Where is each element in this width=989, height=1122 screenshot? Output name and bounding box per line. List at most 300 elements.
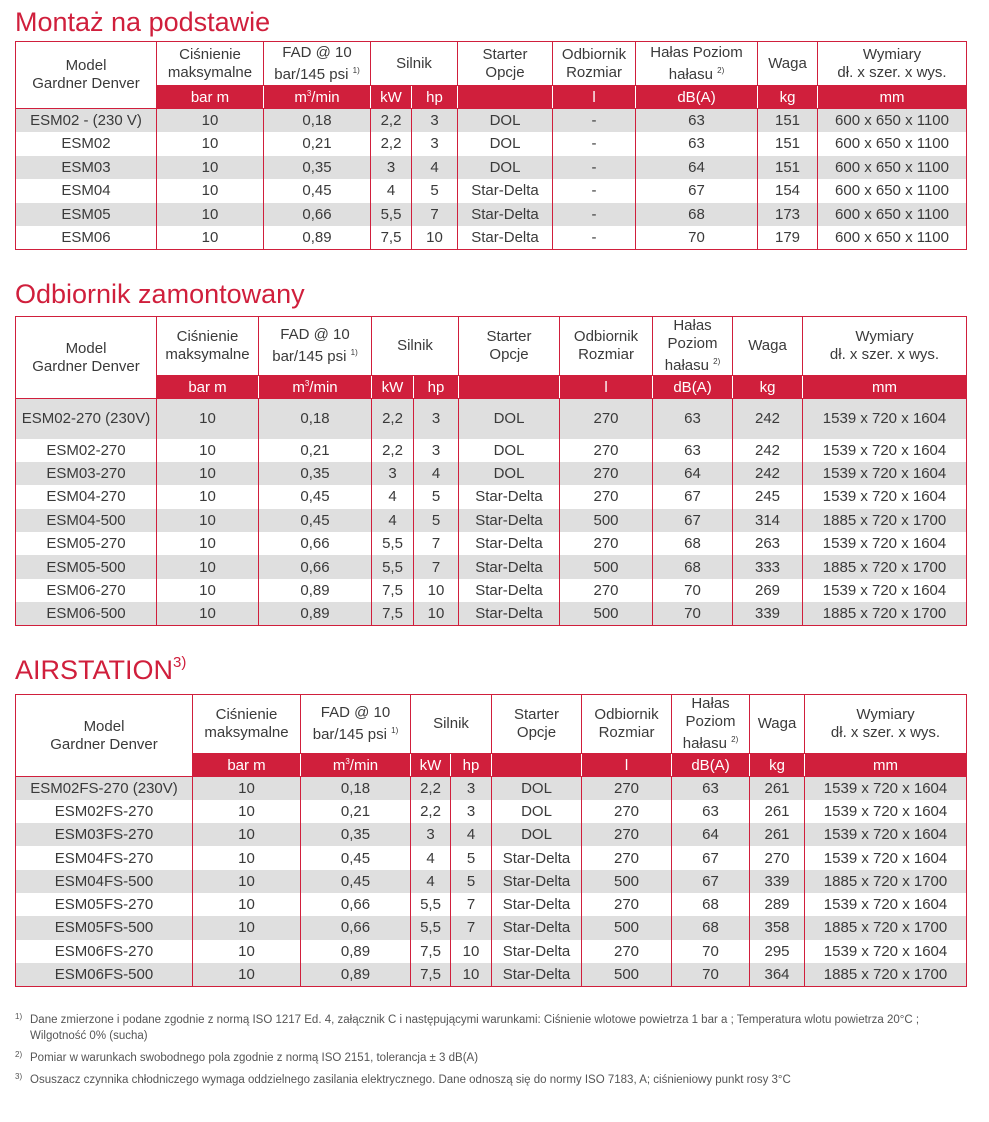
cell-dimensions: 1539 x 720 x 1604 <box>803 399 967 439</box>
cell-noise: 63 <box>653 439 733 462</box>
cell-noise: 64 <box>653 462 733 485</box>
unit-receiver: l <box>560 376 653 399</box>
table-row <box>16 462 967 485</box>
cell-noise: 70 <box>672 940 750 963</box>
cell-fad: 0,21 <box>301 800 411 823</box>
cell-starter: DOL <box>492 823 582 846</box>
cell-starter: DOL <box>492 777 582 800</box>
table-row <box>16 963 967 986</box>
cell-noise: 67 <box>653 509 733 532</box>
cell-model: ESM03-270 <box>16 462 157 485</box>
unit-weight: kg <box>750 754 805 777</box>
cell-power-kw: 5,5 <box>371 203 412 227</box>
cell-model: ESM02FS-270 (230V) <box>16 777 193 800</box>
cell-pressure: 10 <box>157 555 259 578</box>
cell-power-kw: 4 <box>411 846 451 869</box>
cell-receiver: 270 <box>560 462 653 485</box>
cell-dimensions: 1885 x 720 x 1700 <box>805 963 967 986</box>
table-row <box>16 916 967 939</box>
cell-pressure: 10 <box>157 532 259 555</box>
cell-model: ESM03 <box>16 156 157 180</box>
cell-power-kw: 2,2 <box>371 132 412 156</box>
cell-weight: 242 <box>733 399 803 439</box>
unit-dimensions: mm <box>803 376 967 399</box>
cell-starter: DOL <box>459 399 560 439</box>
cell-fad: 0,35 <box>259 462 372 485</box>
table-row <box>16 777 967 800</box>
cell-starter: Star-Delta <box>492 916 582 939</box>
cell-power-kw: 3 <box>371 156 412 180</box>
cell-power-hp: 3 <box>412 109 458 133</box>
cell-noise: 64 <box>672 823 750 846</box>
cell-weight: 151 <box>758 132 818 156</box>
unit-dimensions: mm <box>818 86 967 109</box>
unit-noise: dB(A) <box>672 754 750 777</box>
unit-fad: $m^3/\min$ <box>264 86 371 109</box>
cell-dimensions: 1885 x 720 x 1700 <box>803 555 967 578</box>
cell-pressure: 10 <box>157 132 264 156</box>
cell-noise: 68 <box>653 555 733 578</box>
cell-power-hp: 3 <box>451 777 492 800</box>
unit-bar: bar m <box>157 376 259 399</box>
cell-power-kw: 2,2 <box>372 399 414 439</box>
cell-fad: 0,89 <box>259 602 372 625</box>
cell-weight: 245 <box>733 485 803 508</box>
cell-power-kw: 7,5 <box>411 963 451 986</box>
cell-receiver: - <box>553 179 636 203</box>
table-row <box>16 602 967 625</box>
cell-noise: 70 <box>636 226 758 250</box>
cell-fad: 0,89 <box>264 226 371 250</box>
footnote-1: 1) Dane zmierzone i podane zgodnie z normą ISO 1217 Ed. 4, załącznik C i następującymi warunkami: Ciśnienie wlotowe powietrza 1 bar a ; Temperatura wlotu powietrza 20°C ; Wilgotność 0% (sucha) <box>15 1012 920 1042</box>
unit-noise: dB(A) <box>636 86 758 109</box>
cell-starter: Star-Delta <box>492 893 582 916</box>
cell-pressure: 10 <box>157 226 264 250</box>
cell-model: ESM02 - (230 V) <box>16 109 157 133</box>
column-header-dimensions: Wymiary dł. x szer. x wys. <box>803 317 967 376</box>
cell-model: ESM02-270 (230V) <box>16 399 157 439</box>
table-row <box>16 509 967 532</box>
cell-model: ESM06 <box>16 226 157 250</box>
cell-power-kw: 5,5 <box>372 532 414 555</box>
table-body <box>16 777 967 987</box>
cell-model: ESM04FS-500 <box>16 870 193 893</box>
cell-receiver: - <box>553 132 636 156</box>
cell-model: ESM02-270 <box>16 439 157 462</box>
unit-receiver: l <box>553 86 636 109</box>
cell-weight: 242 <box>733 439 803 462</box>
cell-receiver: 270 <box>582 940 672 963</box>
table-row <box>16 823 967 846</box>
cell-noise: 64 <box>636 156 758 180</box>
table-row <box>16 870 967 893</box>
column-header-starter: Starter Opcje <box>492 695 582 754</box>
cell-power-hp: 7 <box>451 893 492 916</box>
cell-receiver: - <box>553 156 636 180</box>
cell-receiver: 500 <box>582 916 672 939</box>
table-row <box>16 532 967 555</box>
cell-pressure: 10 <box>193 870 301 893</box>
cell-starter: DOL <box>458 156 553 180</box>
cell-weight: 289 <box>750 893 805 916</box>
cell-starter: Star-Delta <box>459 485 560 508</box>
cell-dimensions: 1539 x 720 x 1604 <box>805 846 967 869</box>
cell-starter: Star-Delta <box>459 509 560 532</box>
cell-weight: 269 <box>733 579 803 602</box>
unit-receiver: l <box>582 754 672 777</box>
cell-noise: 70 <box>653 579 733 602</box>
cell-dimensions: 1539 x 720 x 1604 <box>803 439 967 462</box>
unit-kw: kW <box>371 86 412 109</box>
table-row <box>16 179 967 203</box>
cell-receiver: 500 <box>560 509 653 532</box>
cell-receiver: 500 <box>560 602 653 625</box>
cell-power-kw: 2,2 <box>411 800 451 823</box>
cell-receiver: - <box>553 109 636 133</box>
cell-pressure: 10 <box>193 846 301 869</box>
cell-receiver: 270 <box>582 846 672 869</box>
column-header-starter: Starter Opcje <box>459 317 560 376</box>
cell-power-hp: 4 <box>414 462 459 485</box>
cell-dimensions: 1539 x 720 x 1604 <box>803 579 967 602</box>
cell-receiver: 270 <box>560 399 653 439</box>
cell-model: ESM06-500 <box>16 602 157 625</box>
table-row <box>16 109 967 133</box>
cell-noise: 68 <box>653 532 733 555</box>
table-row <box>16 940 967 963</box>
cell-dimensions: 1539 x 720 x 1604 <box>805 940 967 963</box>
cell-power-kw: 4 <box>372 485 414 508</box>
cell-starter: DOL <box>458 109 553 133</box>
cell-fad: 0,66 <box>301 916 411 939</box>
cell-fad: 0,89 <box>301 940 411 963</box>
cell-pressure: 10 <box>157 509 259 532</box>
cell-power-kw: 5,5 <box>372 555 414 578</box>
cell-noise: 68 <box>672 916 750 939</box>
unit-starter <box>458 86 553 109</box>
unit-row <box>16 376 967 399</box>
cell-fad: 0,18 <box>301 777 411 800</box>
cell-power-hp: 3 <box>414 439 459 462</box>
cell-model: ESM05-500 <box>16 555 157 578</box>
cell-noise: 63 <box>672 800 750 823</box>
column-header-fad: FAD @ 10 bar/145 psi $^{1)}$ <box>301 695 411 754</box>
footnote-2: 2) Pomiar w warunkach swobodnego pola zgodnie z normą ISO 2151, tolerancja ± 3 dB(A) <box>15 1050 479 1064</box>
cell-fad: 0,45 <box>259 485 372 508</box>
cell-receiver: 500 <box>582 870 672 893</box>
cell-starter: DOL <box>492 800 582 823</box>
cell-noise: 63 <box>636 109 758 133</box>
table-row <box>16 156 967 180</box>
cell-fad: 0,66 <box>301 893 411 916</box>
cell-power-hp: 5 <box>414 509 459 532</box>
cell-power-hp: 7 <box>412 203 458 227</box>
unit-dimensions: mm <box>805 754 967 777</box>
cell-starter: Star-Delta <box>492 940 582 963</box>
cell-dimensions: 1539 x 720 x 1604 <box>803 485 967 508</box>
cell-noise: 68 <box>636 203 758 227</box>
unit-bar: bar m <box>157 86 264 109</box>
cell-starter: DOL <box>459 462 560 485</box>
cell-starter: DOL <box>458 132 553 156</box>
column-header-pressure: Ciśnienie maksymalne <box>157 317 259 376</box>
cell-receiver: 500 <box>560 555 653 578</box>
cell-model: ESM05FS-270 <box>16 893 193 916</box>
cell-power-hp: 3 <box>414 399 459 439</box>
cell-starter: Star-Delta <box>459 532 560 555</box>
cell-fad: 0,66 <box>259 532 372 555</box>
cell-receiver: 270 <box>582 823 672 846</box>
cell-starter: Star-Delta <box>492 870 582 893</box>
cell-pressure: 10 <box>157 203 264 227</box>
cell-model: ESM04-500 <box>16 509 157 532</box>
table-row <box>16 846 967 869</box>
table-body <box>16 399 967 626</box>
cell-pressure: 10 <box>193 893 301 916</box>
cell-fad: 0,89 <box>301 963 411 986</box>
cell-dimensions: 1539 x 720 x 1604 <box>803 532 967 555</box>
cell-dimensions: 600 x 650 x 1100 <box>818 132 967 156</box>
cell-pressure: 10 <box>157 462 259 485</box>
cell-power-kw: 2,2 <box>371 109 412 133</box>
cell-pressure: 10 <box>157 602 259 625</box>
cell-receiver: 270 <box>582 777 672 800</box>
cell-weight: 154 <box>758 179 818 203</box>
cell-model: ESM02 <box>16 132 157 156</box>
section-title-airstation: AIRSTATION$^{3)}$ <box>15 654 187 685</box>
table-row <box>16 203 967 227</box>
cell-dimensions: 600 x 650 x 1100 <box>818 226 967 250</box>
cell-power-hp: 10 <box>451 963 492 986</box>
cell-fad: 0,66 <box>259 555 372 578</box>
cell-weight: 314 <box>733 509 803 532</box>
cell-noise: 70 <box>672 963 750 986</box>
spec-table-receiver-mounted <box>15 316 967 626</box>
cell-pressure: 10 <box>193 777 301 800</box>
cell-model: ESM05-270 <box>16 532 157 555</box>
cell-weight: 173 <box>758 203 818 227</box>
cell-power-kw: 7,5 <box>371 226 412 250</box>
cell-power-hp: 10 <box>412 226 458 250</box>
cell-power-kw: 7,5 <box>372 579 414 602</box>
column-header-dimensions: Wymiary dł. x szer. x wys. <box>805 695 967 754</box>
cell-pressure: 10 <box>193 916 301 939</box>
cell-receiver: 270 <box>560 439 653 462</box>
cell-fad: 0,66 <box>264 203 371 227</box>
cell-weight: 179 <box>758 226 818 250</box>
column-header-model: Model Gardner Denver <box>16 317 157 399</box>
unit-starter <box>459 376 560 399</box>
cell-fad: 0,35 <box>301 823 411 846</box>
cell-receiver: 270 <box>560 485 653 508</box>
column-header-fad: FAD @ 10 bar/145 psi $^{1)}$ <box>264 42 371 86</box>
table-body <box>16 109 967 250</box>
cell-starter: Star-Delta <box>459 579 560 602</box>
cell-dimensions: 1885 x 720 x 1700 <box>803 602 967 625</box>
table-row <box>16 800 967 823</box>
cell-receiver: 270 <box>582 893 672 916</box>
cell-receiver: - <box>553 203 636 227</box>
cell-noise: 63 <box>636 132 758 156</box>
cell-model: ESM02FS-270 <box>16 800 193 823</box>
section-title-base-mounted: Montaż na podstawie <box>15 7 271 37</box>
table-row <box>16 226 967 250</box>
cell-power-hp: 10 <box>414 602 459 625</box>
unit-weight: kg <box>733 376 803 399</box>
column-header-noise: Hałas Poziom hałasu $^{2)}$ <box>653 317 733 376</box>
cell-dimensions: 1539 x 720 x 1604 <box>805 800 967 823</box>
cell-pressure: 10 <box>157 109 264 133</box>
cell-weight: 151 <box>758 109 818 133</box>
cell-weight: 364 <box>750 963 805 986</box>
table-row <box>16 132 967 156</box>
cell-noise: 67 <box>653 485 733 508</box>
cell-fad: 0,45 <box>301 870 411 893</box>
cell-fad: 0,89 <box>259 579 372 602</box>
unit-fad: $m^3/\min$ <box>301 754 411 777</box>
table-row <box>16 399 967 439</box>
cell-pressure: 10 <box>157 156 264 180</box>
cell-dimensions: 1539 x 720 x 1604 <box>805 823 967 846</box>
cell-pressure: 10 <box>157 179 264 203</box>
cell-power-hp: 5 <box>451 846 492 869</box>
cell-model: ESM06FS-500 <box>16 963 193 986</box>
unit-kw: kW <box>372 376 414 399</box>
cell-noise: 63 <box>672 777 750 800</box>
spec-table-base-mounted <box>15 41 967 250</box>
cell-noise: 67 <box>636 179 758 203</box>
cell-model: ESM03FS-270 <box>16 823 193 846</box>
cell-pressure: 10 <box>157 399 259 439</box>
cell-pressure: 10 <box>193 823 301 846</box>
column-header-weight: Waga <box>750 695 805 754</box>
cell-weight: 261 <box>750 823 805 846</box>
cell-pressure: 10 <box>157 579 259 602</box>
spec-table-airstation <box>15 694 967 987</box>
unit-row <box>16 86 967 109</box>
table-row <box>16 485 967 508</box>
column-header-receiver: Odbiornik Rozmiar <box>553 42 636 86</box>
cell-power-hp: 4 <box>451 823 492 846</box>
cell-power-hp: 3 <box>412 132 458 156</box>
cell-power-kw: 2,2 <box>372 439 414 462</box>
cell-power-hp: 5 <box>414 485 459 508</box>
cell-weight: 339 <box>733 602 803 625</box>
cell-receiver: 500 <box>582 963 672 986</box>
table-row <box>16 555 967 578</box>
cell-starter: DOL <box>459 439 560 462</box>
cell-power-hp: 4 <box>412 156 458 180</box>
column-header-dimensions: Wymiary dł. x szer. x wys. <box>818 42 967 86</box>
cell-power-kw: 7,5 <box>411 940 451 963</box>
cell-fad: 0,21 <box>264 132 371 156</box>
table-row <box>16 579 967 602</box>
cell-fad: 0,18 <box>259 399 372 439</box>
cell-fad: 0,45 <box>301 846 411 869</box>
cell-model: ESM05FS-500 <box>16 916 193 939</box>
cell-weight: 261 <box>750 777 805 800</box>
cell-starter: Star-Delta <box>492 846 582 869</box>
table-row <box>16 439 967 462</box>
cell-pressure: 10 <box>193 963 301 986</box>
cell-model: ESM04 <box>16 179 157 203</box>
cell-dimensions: 1539 x 720 x 1604 <box>803 462 967 485</box>
cell-power-hp: 5 <box>451 870 492 893</box>
cell-dimensions: 1539 x 720 x 1604 <box>805 893 967 916</box>
cell-power-hp: 7 <box>451 916 492 939</box>
cell-fad: 0,18 <box>264 109 371 133</box>
cell-weight: 151 <box>758 156 818 180</box>
column-header-model: Model Gardner Denver <box>16 42 157 109</box>
cell-power-kw: 4 <box>372 509 414 532</box>
cell-starter: Star-Delta <box>492 963 582 986</box>
table-row <box>16 893 967 916</box>
cell-dimensions: 600 x 650 x 1100 <box>818 203 967 227</box>
column-header-receiver: Odbiornik Rozmiar <box>560 317 653 376</box>
cell-power-hp: 7 <box>414 555 459 578</box>
cell-dimensions: 1885 x 720 x 1700 <box>805 916 967 939</box>
cell-receiver: 270 <box>560 532 653 555</box>
unit-bar: bar m <box>193 754 301 777</box>
cell-fad: 0,21 <box>259 439 372 462</box>
cell-pressure: 10 <box>157 485 259 508</box>
cell-fad: 0,35 <box>264 156 371 180</box>
cell-starter: Star-Delta <box>459 555 560 578</box>
cell-power-kw: 5,5 <box>411 916 451 939</box>
footnotes <box>15 1012 960 1094</box>
column-header-pressure: Ciśnienie maksymalne <box>193 695 301 754</box>
cell-dimensions: 1539 x 720 x 1604 <box>805 777 967 800</box>
cell-pressure: 10 <box>193 800 301 823</box>
column-header-starter: Starter Opcje <box>458 42 553 86</box>
cell-receiver: 270 <box>560 579 653 602</box>
column-header-fad: FAD @ 10 bar/145 psi $^{1)}$ <box>259 317 372 376</box>
cell-dimensions: 600 x 650 x 1100 <box>818 109 967 133</box>
column-header-model: Model Gardner Denver <box>16 695 193 777</box>
column-header-motor: Silnik <box>411 695 492 754</box>
unit-hp: hp <box>412 86 458 109</box>
unit-noise: dB(A) <box>653 376 733 399</box>
unit-starter <box>492 754 582 777</box>
cell-noise: 67 <box>672 846 750 869</box>
cell-model: ESM04FS-270 <box>16 846 193 869</box>
unit-hp: hp <box>414 376 459 399</box>
cell-noise: 67 <box>672 870 750 893</box>
unit-fad: $m^3/\min$ <box>259 376 372 399</box>
cell-weight: 333 <box>733 555 803 578</box>
cell-power-hp: 5 <box>412 179 458 203</box>
cell-noise: 63 <box>653 399 733 439</box>
cell-starter: Star-Delta <box>458 179 553 203</box>
cell-weight: 339 <box>750 870 805 893</box>
column-header-pressure: Ciśnienie maksymalne <box>157 42 264 86</box>
column-header-weight: Waga <box>733 317 803 376</box>
column-header-motor: Silnik <box>371 42 458 86</box>
cell-power-kw: 4 <box>411 870 451 893</box>
column-header-motor: Silnik <box>372 317 459 376</box>
cell-fad: 0,45 <box>259 509 372 532</box>
column-header-noise: Hałas Poziom hałasu $^{2)}$ <box>672 695 750 754</box>
cell-noise: 68 <box>672 893 750 916</box>
cell-starter: Star-Delta <box>459 602 560 625</box>
cell-power-kw: 4 <box>371 179 412 203</box>
cell-model: ESM04-270 <box>16 485 157 508</box>
cell-weight: 295 <box>750 940 805 963</box>
cell-model: ESM06FS-270 <box>16 940 193 963</box>
cell-receiver: 270 <box>582 800 672 823</box>
cell-fad: 0,45 <box>264 179 371 203</box>
unit-weight: kg <box>758 86 818 109</box>
